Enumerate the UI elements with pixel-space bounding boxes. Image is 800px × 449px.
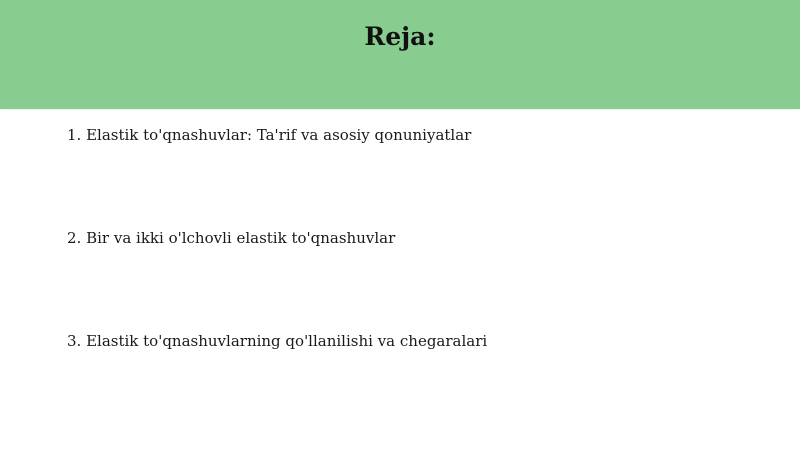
header-banner [0,0,800,109]
plan-item-2: 2. Bir va ikki o'lchovli elastik to'qnashuvlar [67,229,396,247]
plan-item-1: 1. Elastik to'qnashuvlar: Ta'rif va asosiy qonuniyatlar [67,126,472,144]
plan-item-3: 3. Elastik to'qnashuvlarning qo'llanilishi va chegaralari [67,332,488,350]
slide-title: Reja: [364,22,436,51]
